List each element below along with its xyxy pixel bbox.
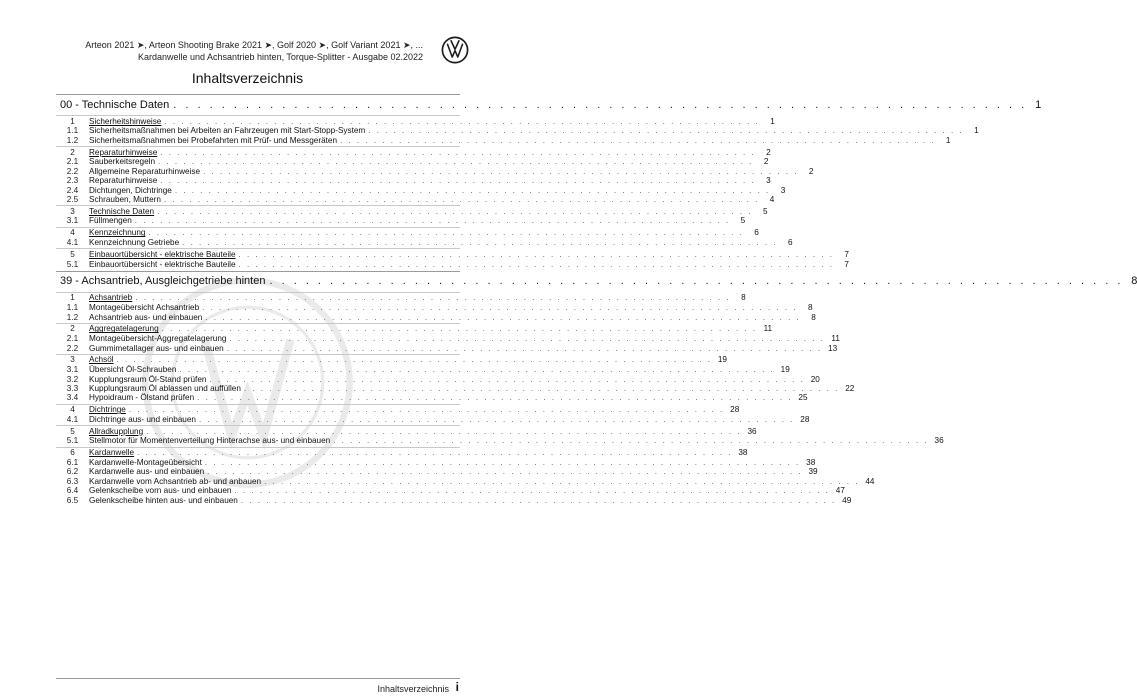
toc-leader-dots: . . . . . . . . . . . . . . . . . . . . . . . . . . . . . . . . . . . . . . . . . . . . . . . . . . . . . . . . . . . . . . . . . . . . . . . xyxy=(160,176,756,186)
toc-leader-dots: . . . . . . . . . . . . . . . . . . . . . . . . . . . . . . . . . . . . . . . . . . . . . . . . . . . . . . . . . . . . . . . . . . . . . . . xyxy=(158,157,754,167)
toc-entry-page: 3 xyxy=(780,185,786,195)
toc-entry[interactable] xyxy=(56,135,951,145)
toc-chapter-entry[interactable] xyxy=(56,292,746,303)
toc-entry-page: 38 xyxy=(806,458,816,468)
toc-chapter-entry[interactable] xyxy=(56,227,759,238)
toc-entry-page: 28 xyxy=(730,405,740,415)
toc-entry-title: Montageübersicht-Aggregatelagerung xyxy=(89,334,227,344)
toc-leader-dots: . . . . . . . . . . . . . . . . . . . . . . . . . . . . . . . . . . . . . . . . . . . . . . . . . . . . . . . . . . . . . . . . . . . . . . . xyxy=(243,383,840,393)
toc-leader-dots: . . . . . . . . . . . . . . . . . . . . . . . . . . . . . . . . . . . . . . . . . . . . . . . . . . . . . . . . . . . . . . . . . . . . . . . xyxy=(240,495,837,505)
toc-section-page: 8 xyxy=(1131,275,1137,288)
toc-entry-number: 2 xyxy=(70,324,75,334)
toc-entry-number: 2.1 xyxy=(66,334,79,344)
toc-entry-title: Achsöl xyxy=(89,355,114,365)
toc-entry-page: 8 xyxy=(808,303,813,313)
toc-entry-title: Kennzeichnung xyxy=(89,228,146,238)
toc-entry-number: 2.5 xyxy=(66,194,79,204)
toc-entry-number: 3.1 xyxy=(66,216,79,226)
toc-leader-dots: . . . . . . . . . . . . . . . . . . . . . . . . . . . . . . . . . . . . . . . . . . . . . . . . . . . . . . . . . . . . . . . . . . . . . . . xyxy=(209,374,805,384)
toc-entry-page: 11 xyxy=(831,334,840,344)
toc-entry[interactable] xyxy=(56,393,808,403)
toc-entry-page: 25 xyxy=(798,393,808,403)
toc-entry-page: 6 xyxy=(787,238,793,248)
toc-entry-title: Gummimetallager aus- und einbauen xyxy=(89,343,224,353)
toc-entry-number: 1.1 xyxy=(66,303,79,313)
toc-leader-dots: . . . . . . . . . . . . . . . . . . . . . . . . . . . . . . . . . . . . . . . . . . . . . . . . . . . . . . . . . . . . . . . . . . . . . . . xyxy=(198,414,795,424)
toc-entry[interactable] xyxy=(56,194,775,204)
toc-entry-page: 28 xyxy=(800,414,810,424)
toc-section-page: 1 xyxy=(1035,98,1042,111)
toc-leader-dots: . . . . . . . . . . . . . . . . . . . . . . . . . . . . . . . . . . . . . . . . . . . . . . . . . . . . . . . . . . . . . . . . . . . . . . . xyxy=(135,293,731,303)
toc-entry-number: 6.2 xyxy=(66,467,79,477)
toc-entry-page: 44 xyxy=(865,476,875,486)
toc-entry-number: 2.2 xyxy=(66,343,79,353)
toc-entry-title: Kardanwelle xyxy=(89,448,135,458)
toc-leader-dots: . . . . . . . . . . . . . . . . . . . . . . . . . . . . . . . . . . . . . . . . . . . . . . . . . . . . . . . . . . . . . . . . . . . . . . . xyxy=(340,135,936,145)
toc-entry[interactable] xyxy=(56,476,875,486)
toc-leader-dots: . . . . . . . . . . . . . . . . . . . . . . . . . . . . . . . . . . . . . . . . . . . . . . . . . . . . . . . . . . . . . . . . . . . . . . . xyxy=(137,448,733,458)
toc-entry-number: 1 xyxy=(70,116,75,126)
toc-section[interactable] xyxy=(56,271,1137,291)
toc-chapter-entry[interactable] xyxy=(56,205,768,216)
toc-entry-page: 1 xyxy=(974,126,979,136)
toc-entry-title: Gelenkscheibe vorn aus- und einbauen xyxy=(89,486,232,496)
toc-entry-title: Schrauben, Muttern xyxy=(89,194,161,204)
toc-entry-number: 5 xyxy=(70,426,75,436)
toc-entry-page: 4 xyxy=(769,194,775,204)
toc-leader-dots: . . . . . . . . . . . . . . . . . . . . . . . . . . . . . . . . . . . . . . . . . . . . . . . . . . . . . . . . . . . . . . . . . . . . . . . xyxy=(173,98,1028,111)
table-of-contents xyxy=(56,92,1137,505)
toc-entry-page: 19 xyxy=(780,365,790,375)
toc-entry-title: Kennzeichnung Getriebe xyxy=(89,238,180,248)
toc-entry-title: Achsantrieb aus- und einbauen xyxy=(89,312,203,322)
toc-entry-number: 6.5 xyxy=(66,495,79,505)
toc-entry[interactable] xyxy=(56,486,845,496)
toc-entry[interactable] xyxy=(56,467,818,477)
toc-entry-page: 20 xyxy=(810,374,820,384)
toc-entry-page: 8 xyxy=(811,312,816,322)
toc-entry[interactable] xyxy=(56,374,820,384)
toc-entry-title: Stellmotor für Momentenverteilung Hinterachse aus- und einbauen xyxy=(89,436,331,446)
toc-entry-page: 39 xyxy=(808,467,818,477)
toc-leader-dots: . . . . . . . . . . . . . . . . . . . . . . . . . . . . . . . . . . . . . . . . . . . . . . . . . . . . . . . . . . . . . . . . . . . . . . . xyxy=(163,194,760,204)
toc-leader-dots: . . . . . . . . . . . . . . . . . . . . . . . . . . . . . . . . . . . . . . . . . . . . . . . . . . . . . . . . . . . . . . . . . . . . . . . xyxy=(197,393,793,403)
toc-leader-dots: . . . . . . . . . . . . . . . . . . . . . . . . . . . . . . . . . . . . . . . . . . . . . . . . . . . . . . . . . . . . . . . . . . . . . . . xyxy=(157,206,753,216)
toc-entry-page: 7 xyxy=(844,259,849,269)
toc-entry-number: 2.2 xyxy=(66,166,79,176)
toc-entry-number: 3.3 xyxy=(66,383,79,393)
toc-leader-dots: . . . . . . . . . . . . . . . . . . . . . . . . . . . . . . . . . . . . . . . . . . . . . . . . . . . . . . . . . . . . . . . . . . . . . . . xyxy=(174,185,771,195)
toc-entry-title: Montageübersicht Achsantrieb xyxy=(89,303,200,313)
toc-entry-page: 19 xyxy=(717,355,727,365)
toc-entry-title: Dichtungen, Dichtringe xyxy=(89,185,172,195)
toc-leader-dots: . . . . . . . . . . . . . . . . . . . . . . . . . . . . . . . . . . . . . . . . . . . . . . . . . . . . . . . . . . . . . . . . . . . . . . . xyxy=(238,259,834,269)
toc-leader-dots: . . . . . . . . . . . . . . . . . . . . . . . . . . . . . . . . . . . . . . . . . . . . . . . . . . . . . . . . . . . . . . . . . . . . . . . xyxy=(204,458,801,468)
header-line-2: Kardanwelle und Achsantrieb hinten, Torque-Splitter - Ausgabe 02.2022 xyxy=(137,52,423,62)
toc-entry-title: Aggregatelagerung xyxy=(89,324,159,334)
toc-entry-page: 5 xyxy=(740,216,746,226)
toc-entry-number: 5.1 xyxy=(66,436,79,446)
toc-chapter-entry[interactable] xyxy=(56,404,740,415)
toc-entry-page: 1 xyxy=(770,116,775,126)
toc-leader-dots: . . . . . . . . . . . . . . . . . . . . . . . . . . . . . . . . . . . . . . . . . . . . . . . . . . . . . . . . . . . . . . . . . . . . . . . xyxy=(182,238,778,248)
toc-entry-number: 3.1 xyxy=(66,365,79,375)
toc-entry-page: 13 xyxy=(828,343,838,353)
toc-entry-title: Allgemeine Reparaturhinweise xyxy=(89,166,201,176)
page-title: Inhaltsverzeichnis xyxy=(191,70,304,86)
toc-entry-number: 6.1 xyxy=(66,458,79,468)
toc-entry[interactable] xyxy=(56,216,746,226)
toc-leader-dots: . . . . . . . . . . . . . . . . . . . . . . . . . . . . . . . . . . . . . . . . . . . . . . . . . . . . . . . . . . . . . . . . . . . . . . . xyxy=(146,426,742,436)
toc-chapter-entry[interactable] xyxy=(56,115,775,126)
toc-chapter-entry[interactable] xyxy=(56,248,849,259)
toc-chapter-entry[interactable] xyxy=(56,425,757,436)
toc-entry[interactable] xyxy=(56,303,813,313)
toc-entry-title: Übersicht Öl-Schrauben xyxy=(89,365,177,375)
toc-leader-dots: . . . . . . . . . . . . . . . . . . . . . . . . . . . . . . . . . . . . . . . . . . . . . . . . . . . . . . . . . . . . . . . . . . . . . . . xyxy=(264,476,860,486)
toc-entry-page: 1 xyxy=(945,135,951,145)
toc-leader-dots: . . . . . . . . . . . . . . . . . . . . . . . . . . . . . . . . . . . . . . . . . . . . . . . . . . . . . . . . . . . . . . . . . . . . . . . xyxy=(238,249,834,259)
toc-entry-page: 2 xyxy=(763,157,769,167)
toc-entry-page: 47 xyxy=(835,486,845,496)
toc-entry[interactable] xyxy=(56,166,814,176)
toc-leader-dots: . . . . . . . . . . . . . . . . . . . . . . . . . . . . . . . . . . . . . . . . . . . . . . . . . . . . . . . . . . . . . . . . . . . . . . . xyxy=(164,116,760,126)
toc-entry-title: Kupplungsraum Öl-Stand prüfen xyxy=(89,374,207,384)
toc-entry[interactable] xyxy=(56,383,855,393)
toc-section[interactable] xyxy=(56,94,1042,114)
toc-entry[interactable] xyxy=(56,238,793,248)
footer-label: Inhaltsverzeichnis xyxy=(377,684,449,694)
toc-entry-number: 1.2 xyxy=(66,312,79,322)
toc-leader-dots: . . . . . . . . . . . . . . . . . . . . . . . . . . . . . . . . . . . . . . . . . . . . . . . . . . . . . . . . . . . . . . . . . . . . . . . xyxy=(234,486,830,496)
toc-entry-number: 1.2 xyxy=(66,135,79,145)
toc-entry-number: 6.4 xyxy=(66,486,79,496)
toc-entry-title: Reparaturhinweise xyxy=(89,147,158,157)
toc-entry-page: 36 xyxy=(934,436,944,446)
toc-leader-dots: . . . . . . . . . . . . . . . . . . . . . . . . . . . . . . . . . . . . . . . . . . . . . . . . . . . . . . . . . . . . . . . . . . . . . . . xyxy=(368,126,964,136)
toc-entry-title: Kardanwelle aus- und einbauen xyxy=(89,467,205,477)
toc-entry-page: 5 xyxy=(762,206,768,216)
toc-entry[interactable] xyxy=(56,495,852,505)
toc-entry-number: 4 xyxy=(70,405,75,415)
toc-leader-dots: . . . . . . . . . . . . . . . . . . . . . . . . . . . . . . . . . . . . . . . . . . . . . . . . . . . . . . . . . . . . . . . . . . . . . . . xyxy=(205,312,801,322)
toc-entry[interactable] xyxy=(56,458,816,468)
toc-entry-title: Reparaturhinweise xyxy=(89,176,158,186)
toc-entry[interactable] xyxy=(56,365,790,375)
toc-entry-title: Füllmengen xyxy=(89,216,132,226)
toc-entry-number: 4 xyxy=(70,228,75,238)
toc-leader-dots: . . . . . . . . . . . . . . . . . . . . . . . . . . . . . . . . . . . . . . . . . . . . . . . . . . . . . . . . . . . . . . . . . . . . . . . xyxy=(128,405,725,415)
toc-chapter-entry[interactable] xyxy=(56,146,771,157)
toc-leader-dots: . . . . . . . . . . . . . . . . . . . . . . . . . . . . . . . . . . . . . . . . . . . . . . . . . . . . . . . . . . . . . . . . . . . . . . . xyxy=(333,436,929,446)
toc-leader-dots: . . . . . . . . . . . . . . . . . . . . . . . . . . . . . . . . . . . . . . . . . . . . . . . . . . . . . . . . . . . . . . . . . . . . . . . xyxy=(202,303,798,313)
footer-divider xyxy=(56,678,460,679)
toc-entry-title: Allradkupplung xyxy=(89,426,144,436)
toc-entry-page: 38 xyxy=(738,448,748,458)
toc-entry-title: Sauberkeitsregeln xyxy=(89,157,155,167)
toc-entry-title: Dichtringe aus- und einbauen xyxy=(89,414,196,424)
toc-entry-number: 2.4 xyxy=(66,185,79,195)
toc-entry[interactable] xyxy=(56,157,769,167)
toc-entry-number: 1 xyxy=(70,293,75,303)
toc-entry-number: 6.3 xyxy=(66,476,79,486)
toc-entry[interactable] xyxy=(56,436,944,446)
toc-leader-dots: . . . . . . . . . . . . . . . . . . . . . . . . . . . . . . . . . . . . . . . . . . . . . . . . . . . . . . . . . . . . . . . . . . . . . . . xyxy=(203,166,799,176)
toc-entry-number: 3 xyxy=(70,206,75,216)
vw-logo-icon xyxy=(441,36,469,64)
toc-entry-number: 2.1 xyxy=(66,157,79,167)
toc-entry[interactable] xyxy=(56,185,786,195)
toc-entry-page: 11 xyxy=(763,324,773,334)
toc-leader-dots: . . . . . . . . . . . . . . . . . . . . . . . . . . . . . . . . . . . . . . . . . . . . . . . . . . . . . . . . . . . . . . . . . . . . . . . xyxy=(160,147,756,157)
toc-entry-title: Sicherheitshinweise xyxy=(89,116,162,126)
toc-entry-number: 2 xyxy=(70,147,75,157)
toc-entry-number: 6 xyxy=(70,448,75,458)
toc-section-title: 00 - Technische Daten xyxy=(60,98,170,111)
toc-entry-title: Kardanwelle vom Achsantrieb ab- und anbauen xyxy=(89,476,262,486)
toc-chapter-entry[interactable] xyxy=(56,354,727,365)
toc-entry-number: 5 xyxy=(70,249,75,259)
toc-leader-dots: . . . . . . . . . . . . . . . . . . . . . . . . . . . . . . . . . . . . . . . . . . . . . . . . . . . . . . . . . . . . . . . . . . . . . . . xyxy=(148,228,744,238)
toc-entry-page: 49 xyxy=(842,495,852,505)
toc-entry-number: 4.1 xyxy=(66,238,79,248)
toc-entry-title: Sicherheitsmaßnahmen bei Probefahrten mit Prüf- und Messgeräten xyxy=(89,135,338,145)
toc-entry-number: 3.4 xyxy=(66,393,79,403)
toc-leader-dots: . . . . . . . . . . . . . . . . . . . . . . . . . . . . . . . . . . . . . . . . . . . . . . . . . . . . . . . . . . . . . . . . . . . . . . . xyxy=(116,355,712,365)
header-line-1: Arteon 2021 ➤, Arteon Shooting Brake 2021 ➤, Golf 2020 ➤, Golf Variant 2021 ➤, ... xyxy=(85,40,423,50)
toc-entry-number: 1.1 xyxy=(66,126,79,136)
toc-leader-dots: . . . . . . . . . . . . . . . . . . . . . . . . . . . . . . . . . . . . . . . . . . . . . . . . . . . . . . . . . . . . . . . . . . . . . . . xyxy=(226,343,823,353)
toc-entry-number: 3 xyxy=(70,355,75,365)
toc-entry[interactable] xyxy=(56,259,849,269)
toc-entry-title: Technische Daten xyxy=(89,206,155,216)
toc-entry-page: 2 xyxy=(808,166,814,176)
toc-entry[interactable] xyxy=(56,126,979,136)
toc-leader-dots: . . . . . . . . . . . . . . . . . . . . . . . . . . . . . . . . . . . . . . . . . . . . . . . . . . . . . . . . . . . . . . . . . . . . . . . xyxy=(207,467,803,477)
toc-entry-page: 2 xyxy=(766,147,771,157)
toc-entry[interactable] xyxy=(56,176,771,186)
toc-leader-dots: . . . . . . . . . . . . . . . . . . . . . . . . . . . . . . . . . . . . . . . . . . . . . . . . . . . . . . . . . . . . . . . . . . . . . . . xyxy=(161,324,758,334)
footer-page-number: i xyxy=(455,680,459,694)
toc-entry[interactable] xyxy=(56,334,840,344)
toc-entry-title: Kupplungsraum Öl ablassen und auffüllen xyxy=(89,383,241,393)
toc-entry-title: Kardanwelle-Montageübersicht xyxy=(89,458,202,468)
toc-entry-number: 4.1 xyxy=(66,414,79,424)
toc-entry-number: 5.1 xyxy=(66,259,79,269)
toc-entry-page: 36 xyxy=(747,426,757,436)
toc-entry-title: Einbauortübersicht - elektrische Bauteile xyxy=(89,259,236,269)
toc-entry-page: 3 xyxy=(766,176,771,186)
toc-entry-title: Gelenkscheibe hinten aus- und einbauen xyxy=(89,495,238,505)
toc-entry-title: Hypoidraum - Ölstand prüfen xyxy=(89,393,195,403)
toc-entry-page: 22 xyxy=(845,383,855,393)
toc-section-title: 39 - Achsantrieb, Ausgleichgetriebe hinten xyxy=(60,275,266,288)
toc-leader-dots: . . . . . . . . . . . . . . . . . . . . . . . . . . . . . . . . . . . . . . . . . . . . . . . . . . . . . . . . . . . . . . . . . . . . . . . xyxy=(229,334,825,344)
toc-entry[interactable] xyxy=(56,343,838,353)
toc-entry-title: Sicherheitsmaßnahmen bei Arbeiten an Fahrzeugen mit Start-Stopp-System xyxy=(89,126,366,136)
toc-entry[interactable] xyxy=(56,414,810,424)
toc-chapter-entry[interactable] xyxy=(56,323,773,334)
toc-entry-number: 2.3 xyxy=(66,176,79,186)
toc-entry-page: 7 xyxy=(844,249,849,259)
toc-leader-dots: . . . . . . . . . . . . . . . . . . . . . . . . . . . . . . . . . . . . . . . . . . . . . . . . . . . . . . . . . . . . . . . . . . . . . . . xyxy=(269,275,1124,288)
toc-leader-dots: . . . . . . . . . . . . . . . . . . . . . . . . . . . . . . . . . . . . . . . . . . . . . . . . . . . . . . . . . . . . . . . . . . . . . . . xyxy=(134,216,731,226)
toc-entry-title: Einbauortübersicht - elektrische Bauteile xyxy=(89,249,236,259)
toc-chapter-entry[interactable] xyxy=(56,447,748,458)
toc-entry-page: 6 xyxy=(754,228,759,238)
toc-entry-number: 3.2 xyxy=(66,374,79,384)
toc-entry[interactable] xyxy=(56,312,816,322)
toc-leader-dots: . . . . . . . . . . . . . . . . . . . . . . . . . . . . . . . . . . . . . . . . . . . . . . . . . . . . . . . . . . . . . . . . . . . . . . . xyxy=(179,365,775,375)
toc-entry-page: 8 xyxy=(741,293,746,303)
toc-entry-title: Achsantrieb xyxy=(89,293,133,303)
toc-entry-title: Dichtringe xyxy=(89,405,126,415)
